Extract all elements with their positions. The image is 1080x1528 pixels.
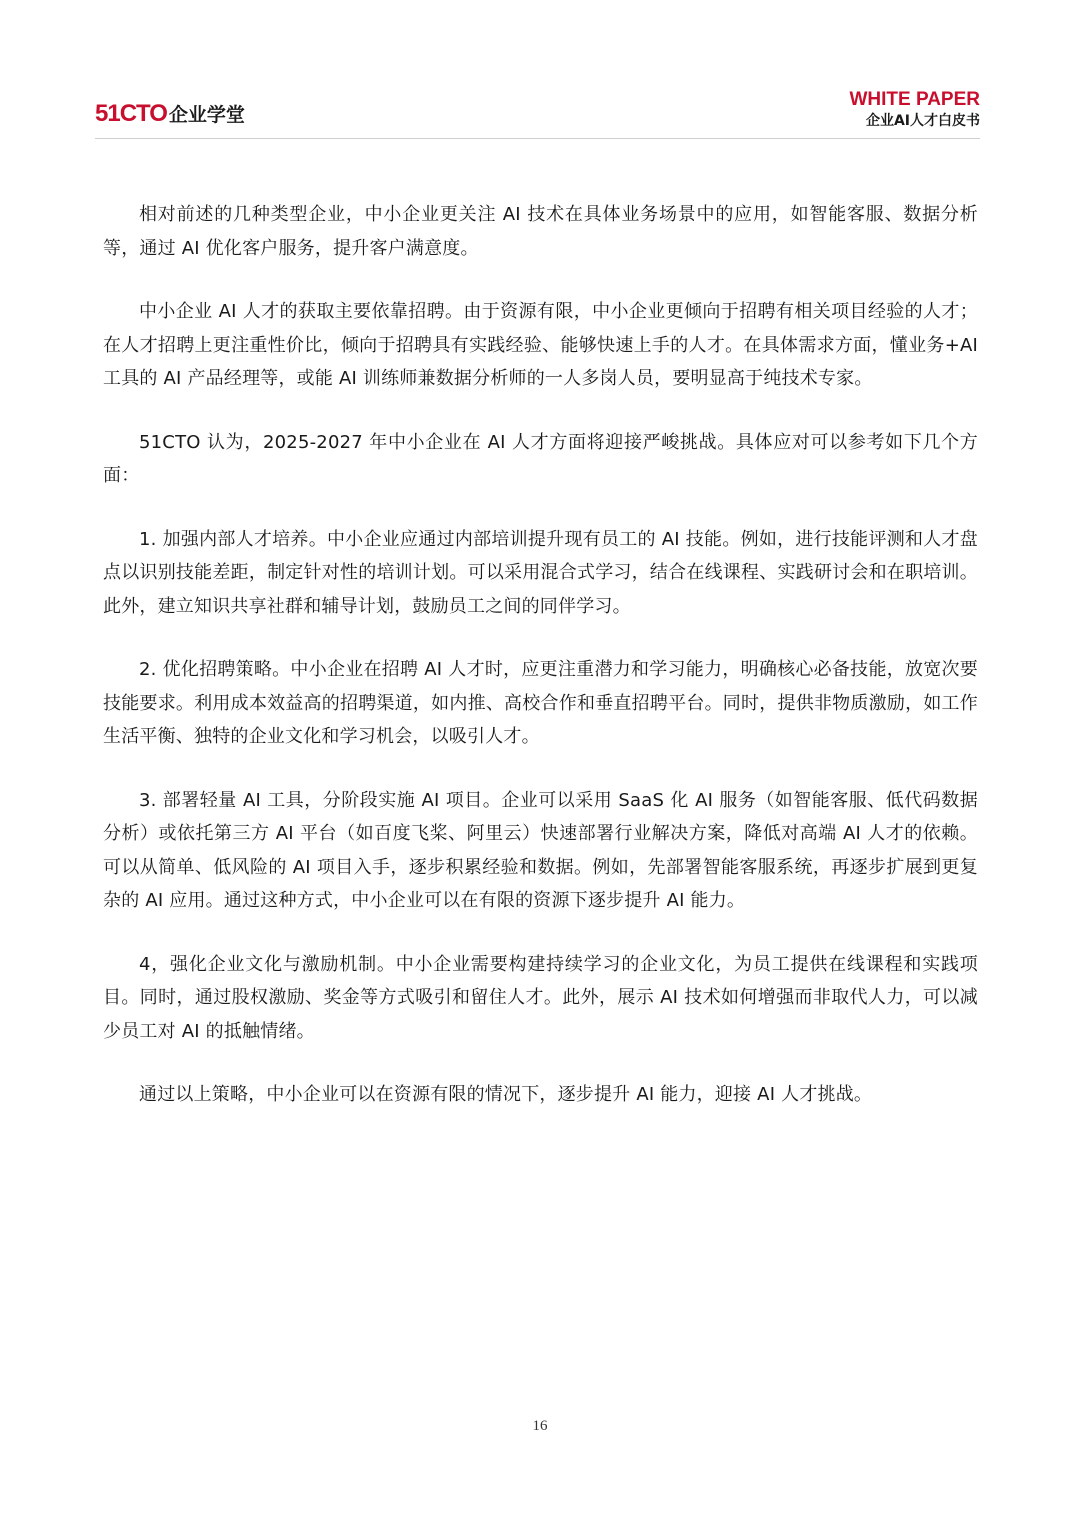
- paragraph-item-2: 2. 优化招聘策略。中小企业在招聘 AI 人才时，应更注重潜力和学习能力，明确核心必备技能，放宽次要技能要求。利用成本效益高的招聘渠道，如内推、高校合作和垂直招聘平台。同时，提供非物质激励，如工作生活平衡、独特的企业文化和学习机会，以吸引人才。: [103, 659, 978, 747]
- document-type: WHITE PAPER: [849, 89, 980, 110]
- logo-mark: 51CTO: [95, 100, 167, 127]
- document-label: [849, 89, 980, 131]
- paragraph-challenge: 51CTO 认为，2025-2027 年中小企业在 AI 人才方面将迎接严峻挑战。具体应对可以参考如下几个方面：: [103, 431, 978, 486]
- page-number: 16: [532, 1418, 548, 1434]
- page-header: [95, 86, 980, 139]
- paragraph-conclusion: 通过以上策略，中小企业可以在资源有限的情况下，逐步提升 AI 能力，迎接 AI 人才挑战。: [139, 1084, 873, 1105]
- paragraph-item-4: 4，强化企业文化与激励机制。中小企业需要构建持续学习的企业文化，为员工提供在线课程和实践项目。同时，通过股权激励、奖金等方式吸引和留住人才。此外，展示 AI 技术如何增强而非取代人力，可以减少员工对 AI 的抵触情绪。: [103, 953, 978, 1042]
- logo-text: 企业学堂: [168, 104, 245, 126]
- paragraph-intro: 相对前述的几种类型企业，中小企业更关注 AI 技术在具体业务场景中的应用，如智能客服、数据分析等，通过 AI 优化客户服务，提升客户满意度。: [103, 204, 978, 259]
- paragraph-recruitment: 中小企业 AI 人才的获取主要依靠招聘。由于资源有限，中小企业更倾向于招聘有相关项目经验的人才；在人才招聘上更注重性价比，倾向于招聘具有实践经验、能够快速上手的人才。在具体需求方面，懂业务+AI 工具的 AI 产品经理等，或能 AI 训练师兼数据分析师的一人多岗人员，要明显高于纯技术专家。: [103, 301, 978, 389]
- paragraph-item-1: 1. 加强内部人才培养。中小企业应通过内部培训提升现有员工的 AI 技能。例如，进行技能评测和人才盘点以识别技能差距，制定针对性的培训计划。可以采用混合式学习，结合在线课程、实践研讨会和在职培训。此外，建立知识共享社群和辅导计划，鼓励员工之间的同伴学习。: [103, 528, 978, 617]
- body-text: [103, 198, 978, 1142]
- brand-logo: [95, 100, 245, 128]
- document-title: 企业AI人才白皮书: [865, 113, 980, 129]
- paragraph-item-3: 3. 部署轻量 AI 工具，分阶段实施 AI 项目。企业可以采用 SaaS 化 AI 服务（如智能客服、低代码数据分析）或依托第三方 AI 平台（如百度飞桨、阿里云）快速部署行业解决方案，降低对高端 AI 人才的依赖。可以从简单、低风险的 AI 项目入手，逐步积累经验和数据。例如，先部署智能客服系统，再逐步扩展到更复杂的 AI 应用。通过这种方式，中小企业可以在有限的资源下逐步提升 AI 能力。: [103, 789, 978, 911]
